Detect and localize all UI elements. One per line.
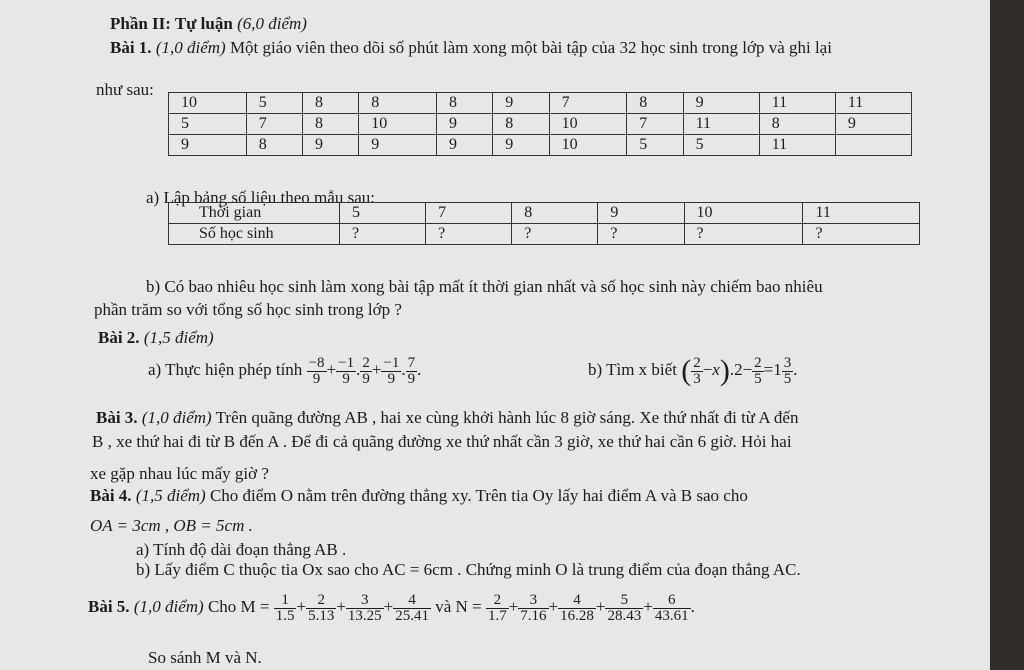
fraction: $\frac{-1}{9}$ (338, 354, 355, 387)
table-cell: 11 (759, 93, 835, 114)
table-cell: 11 (683, 114, 759, 135)
table-cell: 7 (549, 93, 627, 114)
fraction: $\frac{3}{5}$ (783, 354, 792, 387)
bai1-part-a: a) Lập bảng số liệu theo mẫu sau: (146, 188, 375, 207)
bai5-compare: So sánh M và N. (148, 648, 262, 667)
bai4-line2: OA = 3cm , OB = 5cm . (90, 516, 253, 535)
bai3-line3: xe gặp nhau lúc mấy giờ ? (90, 464, 269, 483)
fraction: $\frac{2}{3}$ (693, 354, 701, 387)
bai4-part-b: b) Lấy điểm C thuộc tia Ox sao cho AC = 6cm . Chứng minh O là trung điểm của đoạn thẳng AC. (136, 560, 801, 579)
table-cell: Số học sinh (169, 224, 340, 245)
table-cell: ? (426, 224, 512, 245)
table-cell (835, 135, 911, 156)
table-cell: 9 (169, 135, 247, 156)
table-cell: Thời gian (169, 203, 340, 224)
table-cell: 8 (359, 93, 437, 114)
table-row (169, 114, 912, 135)
section-heading: Phần II: Tự luận (6,0 điểm) (110, 14, 307, 33)
table-cell: 10 (169, 93, 247, 114)
table-cell: 11 (835, 93, 911, 114)
table-cell: 9 (598, 203, 684, 224)
table-cell: 10 (684, 203, 803, 224)
table-cell: 9 (359, 135, 437, 156)
table-cell: 8 (437, 93, 493, 114)
bai4-line1: Bài 4. (1,5 điểm) Cho điểm O nằm trên đường thẳng xy. Trên tia Oy lấy hai điểm A và B sao cho (90, 486, 748, 505)
table-cell: 9 (303, 135, 359, 156)
table-cell: ? (803, 224, 920, 245)
fraction: $\frac{4}{16.28}$ (560, 591, 594, 624)
table-cell: 5 (246, 93, 302, 114)
fraction: $\frac{4}{25.41}$ (395, 591, 430, 624)
bai2-heading: Bài 2. (1,5 điểm) (98, 328, 214, 347)
table-cell: 5 (169, 114, 247, 135)
bai4-part-a: a) Tính độ dài đoạn thẳng AB . (136, 540, 347, 559)
bai1-part-b: b) Có bao nhiêu học sinh làm xong bài tập mất ít thời gian nhất và số học sinh này chiếm bao nhiêu (146, 277, 823, 296)
bai5-line: Bài 5. (1,0 điểm) Cho M = $\frac{1}{1.5}$ + $\frac{2}{5.13}$ + $\frac{3}{13.25}$ + $\frac{4}{25.41}$ và N = $\frac{2}{1.7}$ + $\frac{3}{7.16}$ + $\frac{4}{16.28}$ + $\frac{5}{28.43}$ + $\frac{6}{43.61}$ . (88, 591, 695, 624)
fraction: $\frac{-8}{9}$ (308, 354, 325, 387)
table-cell: 5 (340, 203, 426, 224)
fraction: $\frac{3}{7.16}$ (520, 591, 547, 624)
table-cell: 11 (759, 135, 835, 156)
table-cell: 10 (549, 114, 627, 135)
fraction: $\frac{6}{43.61}$ (654, 591, 689, 624)
table-cell: 11 (803, 203, 920, 224)
bai2-part-a: a) Thực hiện phép tính $\frac{-8}{9}$ + $\frac{-1}{9}$ . $\frac{2}{9}$ + $\frac{-1}{9}$ . $\frac{7}{9}$ . (148, 354, 422, 387)
table-cell: ? (340, 224, 426, 245)
fraction: $\frac{7}{9}$ (407, 354, 416, 387)
table-cell: 8 (493, 114, 549, 135)
table-cell: 9 (493, 93, 549, 114)
table-cell: 9 (835, 114, 911, 135)
table-row (169, 224, 920, 245)
table-cell: 10 (359, 114, 437, 135)
table-cell: 8 (303, 93, 359, 114)
minutes-table (168, 92, 912, 156)
fraction: $\frac{-1}{9}$ (383, 354, 400, 387)
table-row (169, 93, 912, 114)
table-cell: ? (684, 224, 803, 245)
fraction: $\frac{1}{1.5}$ (275, 591, 295, 624)
bai2-part-b: b) Tìm x biết ( $\frac{2}{3}$ −x).2− $\frac{2}{5}$ =1 $\frac{3}{5}$ . (588, 354, 798, 388)
background-edge (990, 0, 1024, 670)
bai1-part-b-cont: phần trăm so với tổng số học sinh trong lớp ? (94, 300, 402, 319)
bai3-line2: B , xe thứ hai đi từ B đến A . Để đi cả quãng đường xe thứ nhất cần 3 giờ, xe thứ hai cần 6 giờ. Hỏi hai (92, 432, 792, 451)
table-cell: 8 (512, 203, 598, 224)
table-cell: 5 (627, 135, 683, 156)
bai1-intro: Bài 1. (1,0 điểm) Một giáo viên theo dõi số phút làm xong một bài tập của 32 học sinh trong lớp và ghi lại (110, 38, 832, 57)
table-cell: 9 (493, 135, 549, 156)
table-cell: 7 (426, 203, 512, 224)
table-cell: 8 (246, 135, 302, 156)
fraction: $\frac{3}{13.25}$ (347, 591, 382, 624)
frequency-table (168, 202, 920, 245)
table-cell: 8 (759, 114, 835, 135)
bai3-line1: Bài 3. (1,0 điểm) Trên quãng đường AB , hai xe cùng khởi hành lúc 8 giờ sáng. Xe thứ nhất đi từ A đến (96, 408, 799, 427)
table-cell: ? (512, 224, 598, 245)
table-cell: 8 (303, 114, 359, 135)
table-cell: 7 (627, 114, 683, 135)
bai1-intro-cont: như sau: (96, 80, 154, 99)
table-cell: 5 (683, 135, 759, 156)
fraction: $\frac{2}{9}$ (362, 354, 370, 387)
table-cell: 9 (683, 93, 759, 114)
table-cell: 9 (437, 135, 493, 156)
table-row (169, 203, 920, 224)
fraction: $\frac{2}{1.7}$ (487, 591, 507, 624)
fraction: $\frac{5}{28.43}$ (607, 591, 642, 624)
fraction: $\frac{2}{5}$ (754, 354, 762, 387)
table-cell: 9 (437, 114, 493, 135)
table-row (169, 135, 912, 156)
table-cell: ? (598, 224, 684, 245)
table-cell: 10 (549, 135, 627, 156)
table-cell: 8 (627, 93, 683, 114)
fraction: $\frac{2}{5.13}$ (308, 591, 335, 624)
table-cell: 7 (246, 114, 302, 135)
